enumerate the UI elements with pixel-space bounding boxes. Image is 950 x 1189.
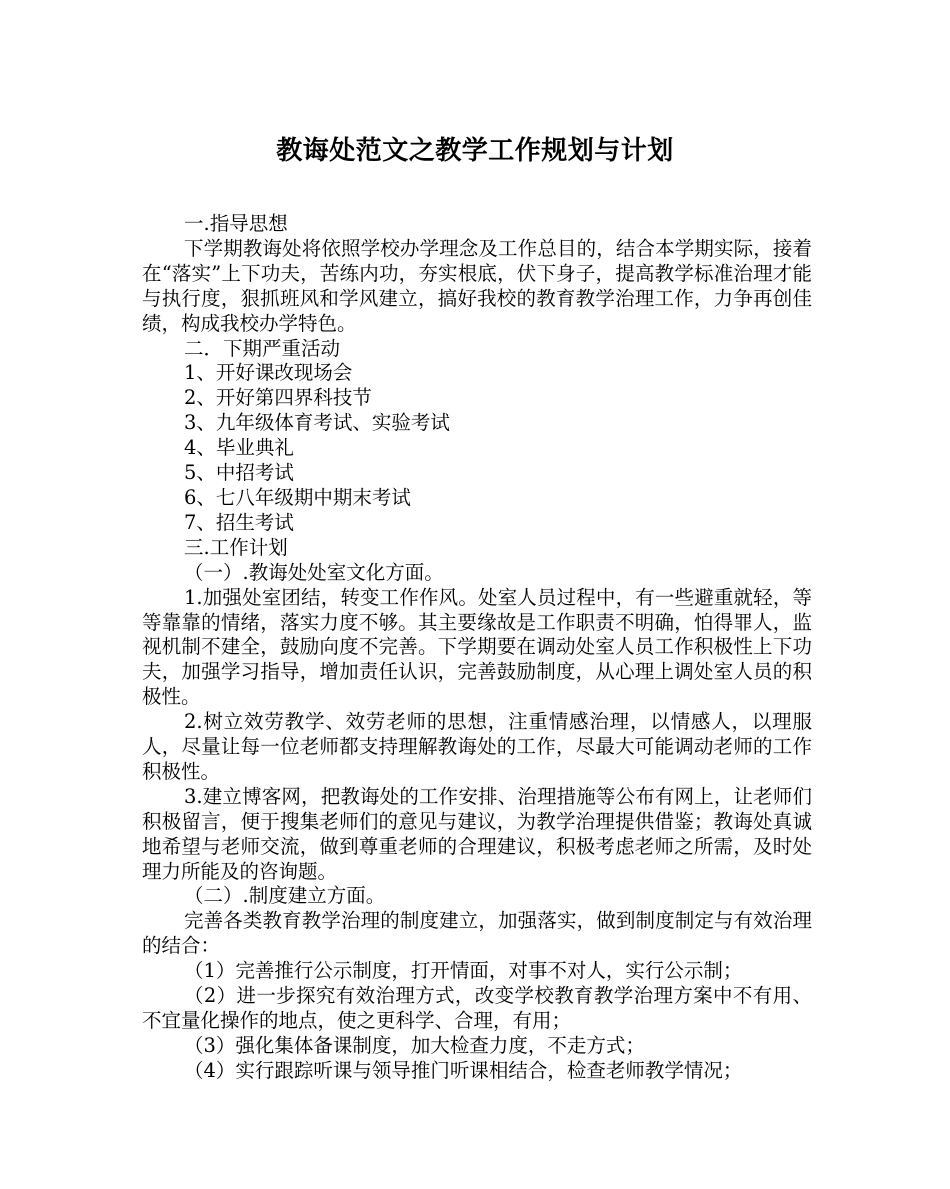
list-item: 5、中招考试 <box>184 461 294 485</box>
section-heading: 二．下期严重活动 <box>184 336 341 360</box>
paragraph: 下学期教诲处将依照学校办学理念及工作总目的，结合本学期实际，接着在“落实”上下功夫，苦练内功，夯实根底，伏下身子，提高教学标准治理才能与执行度，狠抓班风和学风建立，搞好我校的教育教学治理工作，力争再创佳绩，构成我校办学特色。 <box>142 236 812 335</box>
paragraph: 1.加强处室团结，转变工作作风。处室人员过程中，有一些避重就轻，等等靠靠的情绪，落实力度不够。其主要缘故是工作职责不明确，怕得罪人，监视机制不建全，鼓励向度不完善。下学期要在调动处室人员工作积极性上下功夫，加强学习指导，增加责任认识，完善鼓励制度，从心理上调处室人员的积极性。 <box>142 585 812 709</box>
section-heading: 一.指导思想 <box>184 212 288 235</box>
list-item: （4）实行跟踪听课与领导推门听课相结合，检查老师教学情况； <box>184 1058 743 1082</box>
paragraph: 完善各类教育教学治理的制度建立，加强落实，做到制度制定与有效治理的结合： <box>142 909 812 958</box>
subsection-heading: （一）.教诲处处室文化方面。 <box>184 560 444 584</box>
section-heading: 三.工作计划 <box>184 535 288 559</box>
list-item: 6、七八年级期中期末考试 <box>184 485 411 509</box>
document-body <box>142 212 812 1084</box>
list-item: （1）完善推行公示制度，打开情面，对事不对人，实行公示制； <box>184 959 743 983</box>
list-item: （3）强化集体备课制度，加大检查力度，不走方式； <box>184 1033 645 1057</box>
list-item: 1、开好课改现场会 <box>184 361 353 385</box>
list-item: 7、招生考试 <box>184 510 294 534</box>
document-title: 教诲处范文之教学工作规划与计划 <box>276 136 674 166</box>
list-item: 2、开好第四界科技节 <box>184 386 372 410</box>
subsection-heading: （二）.制度建立方面。 <box>184 884 386 908</box>
list-item: （2）进一步探究有效治理方式，改变学校教育教学治理方案中不有用、不宜量化操作的地点，使之更科学、合理，有用； <box>142 984 812 1032</box>
list-item: 4、毕业典礼 <box>184 436 294 460</box>
paragraph: 2.树立效劳教学、效劳老师的思想，注重情感治理，以情感人，以理服人，尽量让每一位老师都支持理解教诲处的工作，尽最大可能调动老师的工作积极性。 <box>142 710 812 783</box>
list-item: 3、九年级体育考试、实验考试 <box>184 411 450 435</box>
paragraph: 3.建立博客网，把教诲处的工作安排、治理措施等公布有网上，让老师们积极留言，便于搜集老师们的意见与建议，为教学治理提供借鉴；教诲处真诚地希望与老师交流，做到尊重老师的合理建议，积极考虑老师之所需，及时处理力所能及的咨询题。 <box>142 784 812 883</box>
